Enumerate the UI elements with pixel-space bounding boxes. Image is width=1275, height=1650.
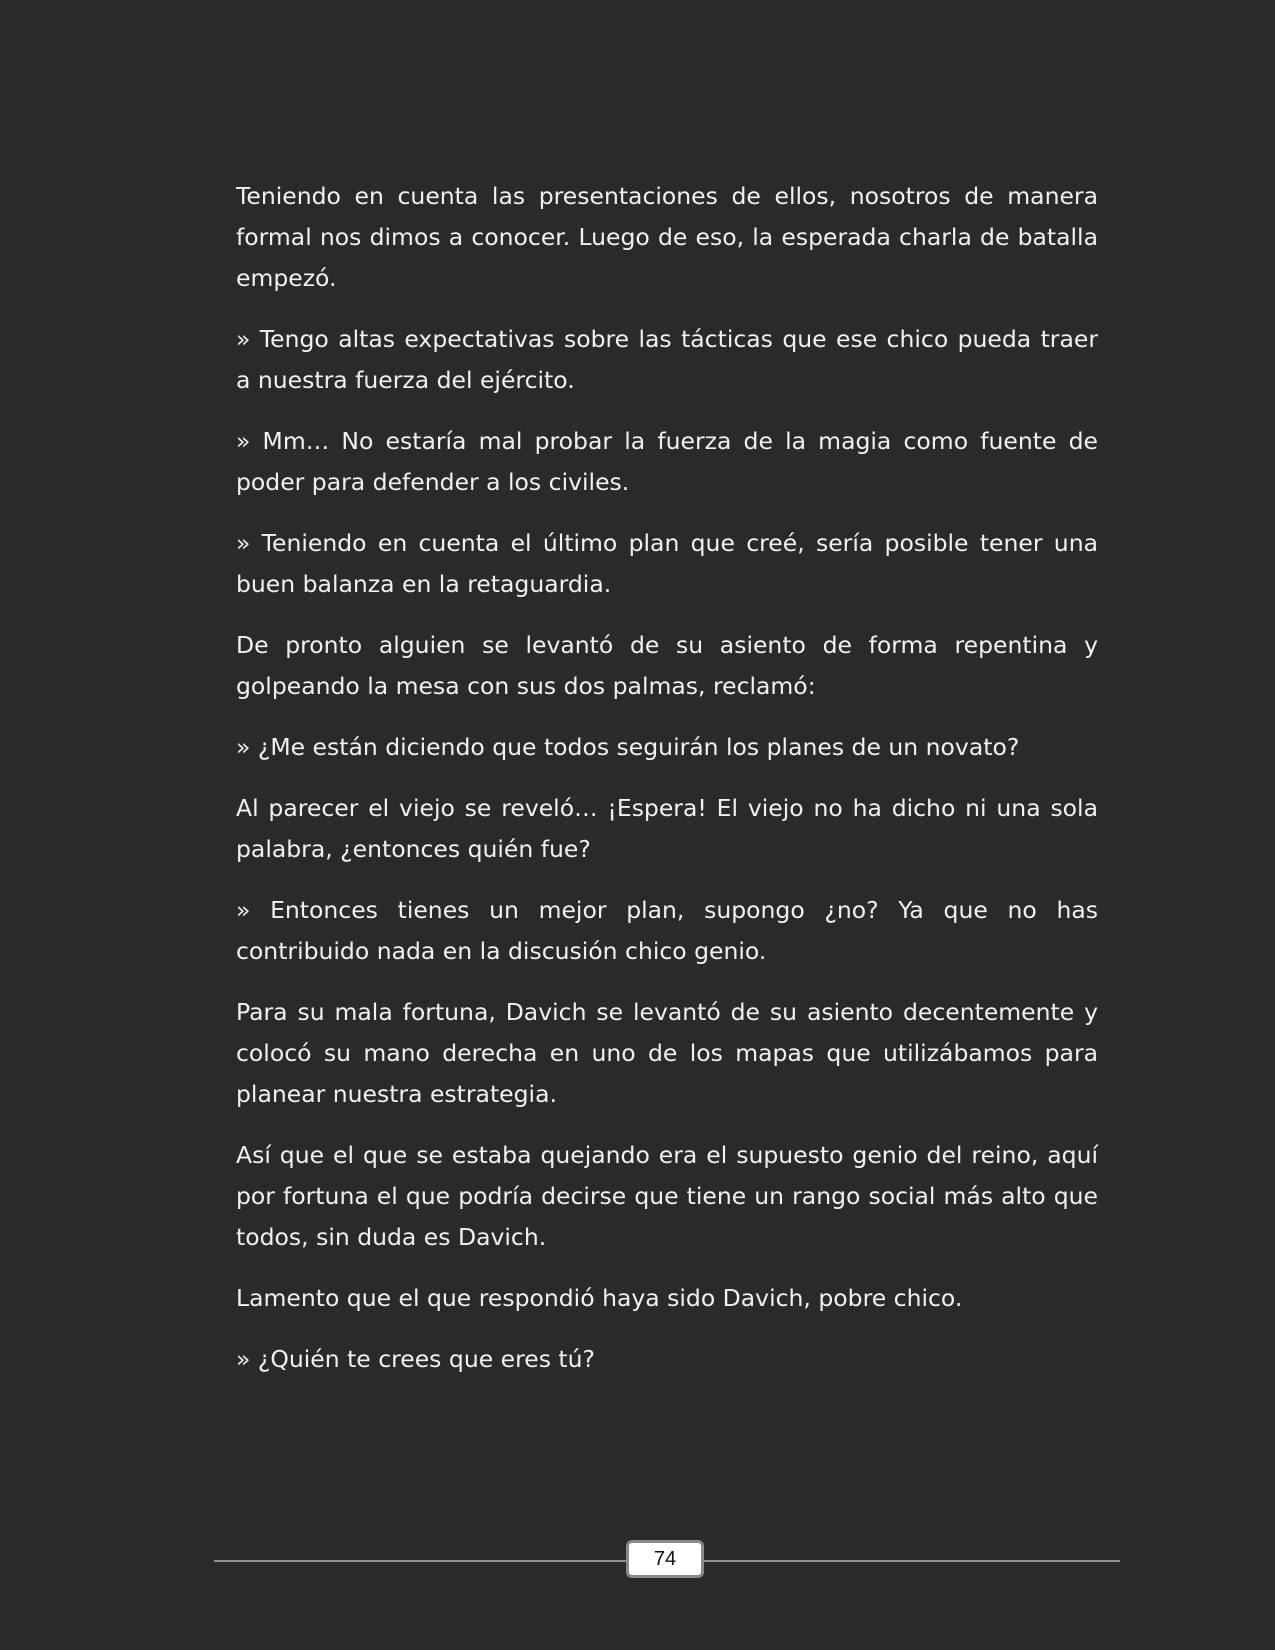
dialogue-line: » Mm… No estaría mal probar la fuerza de la magia como fuente de poder para defender a los civiles.: [236, 427, 1098, 496]
dialogue-line: » Tengo altas expectativas sobre las tácticas que ese chico pueda traer a nuestra fuerza del ejército.: [236, 325, 1098, 394]
paragraph: Lamento que el que respondió haya sido Davich, pobre chico.: [236, 1284, 963, 1312]
dialogue-line: » ¿Quién te crees que eres tú?: [236, 1345, 595, 1373]
paragraph: Así que el que se estaba quejando era el supuesto genio del reino, aquí por fortuna el que podría decirse que tiene un rango social más alto que todos, sin duda es Davich.: [236, 1141, 1098, 1251]
dialogue-line: » Entonces tienes un mejor plan, supongo ¿no? Ya que no has contribuido nada en la discusión chico genio.: [236, 896, 1098, 965]
page-body: [236, 176, 1098, 1400]
dialogue-line: » ¿Me están diciendo que todos seguirán los planes de un novato?: [236, 733, 1020, 761]
paragraph: De pronto alguien se levantó de su asiento de forma repentina y golpeando la mesa con sus dos palmas, reclamó:: [236, 631, 1098, 700]
paragraph: Al parecer el viejo se reveló… ¡Espera! El viejo no ha dicho ni una sola palabra, ¿entonces quién fue?: [236, 794, 1098, 863]
dialogue-line: » Teniendo en cuenta el último plan que creé, sería posible tener una buen balanza en la retaguardia.: [236, 529, 1098, 598]
page-number: 74: [653, 1547, 677, 1570]
page-number-box: [626, 1540, 704, 1578]
paragraph: Para su mala fortuna, Davich se levantó de su asiento decentemente y colocó su mano derecha en uno de los mapas que utilizábamos para planear nuestra estrategia.: [236, 998, 1098, 1108]
page-footer: [214, 1540, 1120, 1582]
paragraph: Teniendo en cuenta las presentaciones de ellos, nosotros de manera formal nos dimos a conocer. Luego de eso, la esperada charla de batalla empezó.: [236, 182, 1098, 292]
